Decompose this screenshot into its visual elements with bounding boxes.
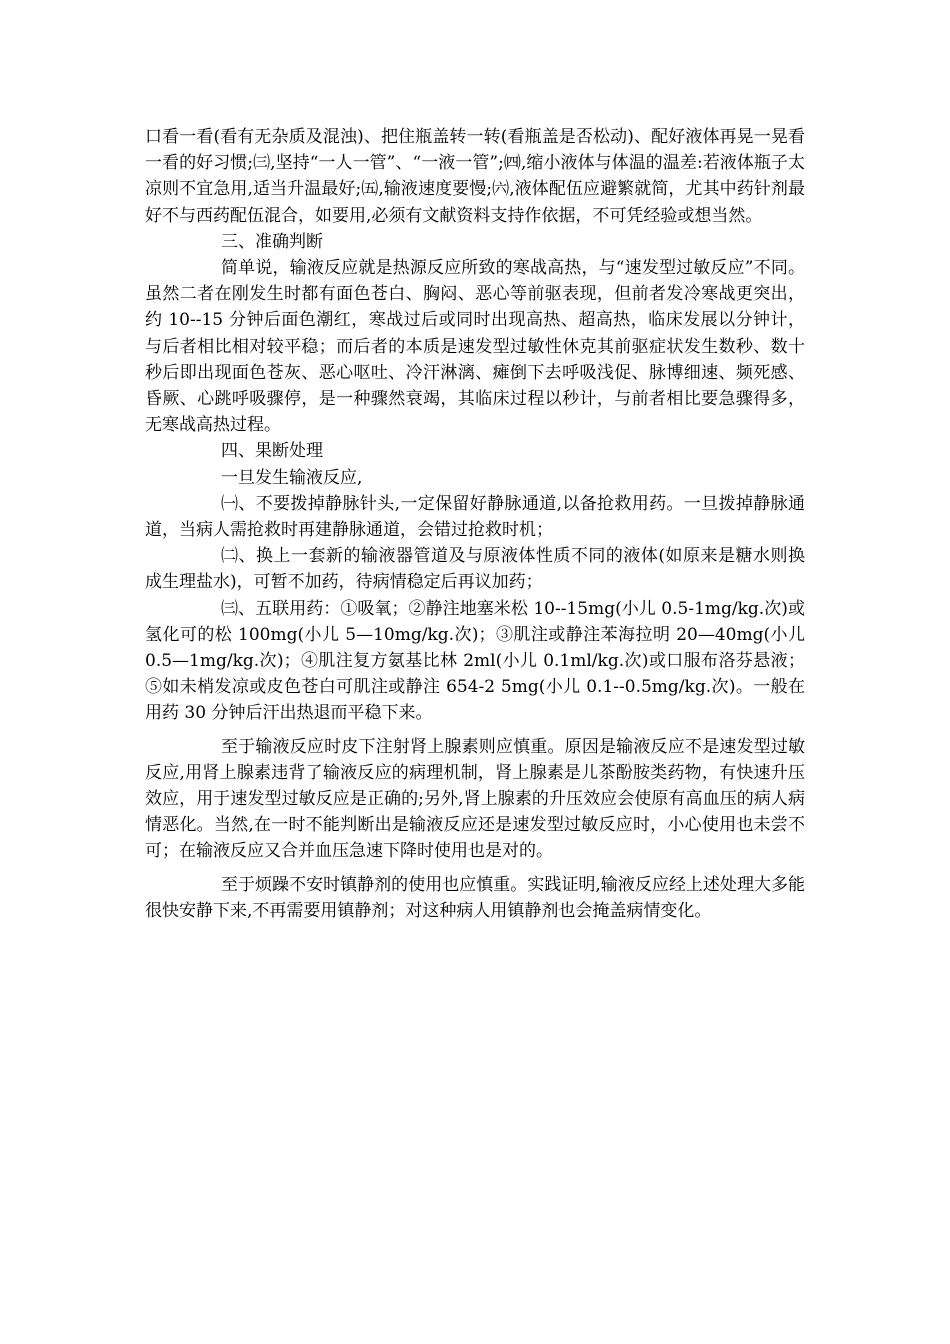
section-heading-4: 四、果断处理: [221, 441, 323, 462]
paragraph-adrenaline: 至于输液反应时皮下注射肾上腺素则应慎重。原因是输液反应不是速发型过敏反应,用肾上腺素违背了输液反应的病理机制，肾上腺素是儿茶酚胺类药物，有快速升压效应，用于速发型过敏反应是正确的;另外,肾上腺素的升压效应会使原有高血压的病人病情恶化。当然,在一时不能判断出是输液反应还是速发型过敏反应时，小心使用也未尝不可；在输液反应又合并血压急速下降时使用也是对的。: [145, 736, 805, 862]
paragraph-continuation: 口看一看(看有无杂质及混浊)、把住瓶盖转一转(看瓶盖是否松动)、配好液体再晃一晃看一看的好习惯;㈢,坚持“一人一管”、“一液一管”;㈣,缩小液体与体温的温差:若液体瓶子太凉则不宜急用,适当升温最好;㈤,输液速度要慢;㈥,液体配伍应避繁就简，尤其中药针剂最好不与西药配伍混合，如要用,必须有文献资料支持作依据，不可凭经验或想当然。: [145, 127, 805, 226]
list-item-2: ㈡、换上一套新的输液器管道及与原液体性质不同的液体(如原来是糖水则换成生理盐水)，可暂不加药，待病情稳定后再议加药；: [145, 546, 805, 593]
section-heading-3: 三、准确判断: [221, 231, 323, 252]
paragraph-intro: 一旦发生输液反应,: [221, 467, 363, 488]
paragraph-diagnosis: 简单说，输液反应就是热源反应所致的寒战高热，与“速发型过敏反应”不同。虽然二者在刚发生时都有面色苍白、胸闷、恶心等前驱表现，但前者发冷寒战更突出，约 10--15 分钟后面色潮红，寒战过后或同时出现高热、超高热，临床发展以分钟计，与后者相比相对较平稳；而后者的本质是速发型过敏性休克其前驱症状发生数秒、数十秒后即出现面色苍灰、恶心呕吐、冷汗淋漓、瘫倒下去呼吸浅促、脉博细速、频死感、昏厥、心跳呼吸骤停，是一种骤然衰竭，其临床过程以秒计，与前者相比要急骤得多，无寒战高热过程。: [145, 258, 805, 436]
document-body: [145, 124, 805, 924]
list-item-3: ㈢、五联用药：①吸氧；②静注地塞米松 10--15mg(小儿 0.5-1mg/kg.次)或氢化可的松 100mg(小儿 5—10mg/kg.次)；③肌注或静注苯海拉明 20—40mg(小儿 0.5—1mg/kg.次)；④肌注复方氨基比林 2ml(小儿 0.1ml/kg.次)或口服布洛芬悬液；⑤如未梢发凉或皮色苍白可肌注或静注 654-2 5mg(小儿 0.1--0.5mg/kg.次)。一般在用药 30 分钟后汗出热退而平稳下来。: [145, 598, 805, 724]
paragraph-sedative: 至于烦躁不安时镇静剂的使用也应慎重。实践证明,输液反应经上述处理大多能很快安静下来,不再需要用镇静剂；对这种病人用镇静剂也会掩盖病情变化。: [145, 874, 805, 921]
list-item-1: ㈠、不要拨掉静脉针头,一定保留好静脉通道,以备抢救用药。一旦拨掉静脉通道，当病人需抢救时再建静脉通道，会错过抢救时机；: [145, 493, 805, 541]
